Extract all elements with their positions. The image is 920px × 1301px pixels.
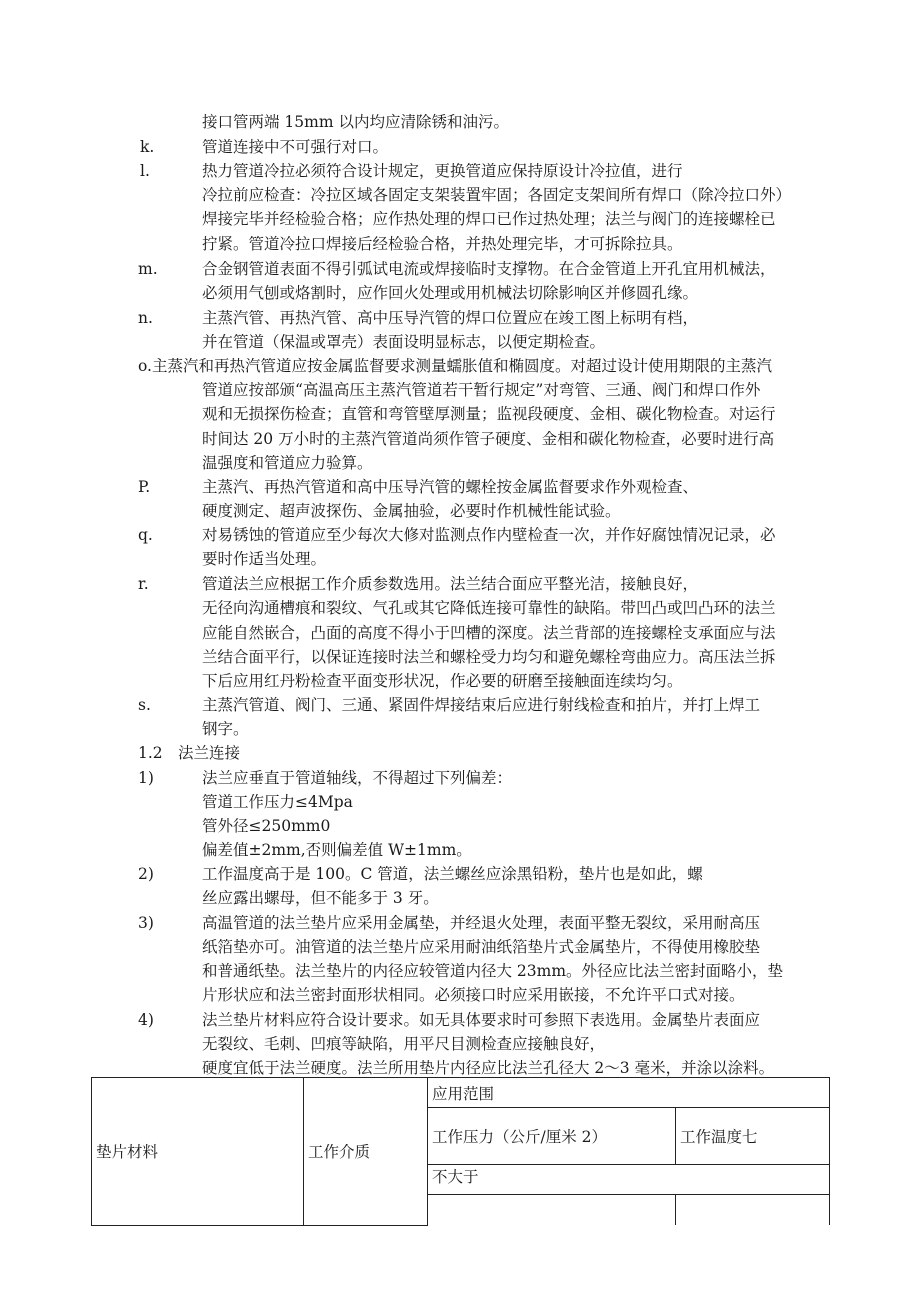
item-marker-1: 1)	[138, 769, 154, 787]
text-line: 下后应用红丹粉检查平面变形状况，作必要的研磨至接触面连续均匀。	[202, 672, 683, 690]
header-working-medium: 工作介质	[304, 1078, 428, 1226]
item-marker-4: 4)	[138, 1011, 154, 1029]
cell-not-greater-than: 不大于	[428, 1165, 830, 1195]
text-line: 主蒸汽管道、阀门、三通、紧固件焊接结束后应进行射线检查和拍片，并打上焊工	[202, 696, 761, 714]
text-line: 法兰应垂直于管道轴线，不得超过下列偏差：	[202, 769, 513, 787]
text-line: 温强度和管道应力验算。	[202, 454, 373, 472]
item-marker-n: n.	[138, 309, 153, 327]
item-marker-m: m.	[138, 260, 158, 278]
text-line: 管道应按部颁“高温高压主蒸汽管道若干暂行规定”对弯管、三通、阀门和焊口作外	[202, 381, 761, 399]
text-line: 对易锈蚀的管道应至少每次大修对监测点作内壁检查一次，并作好腐蚀情况记录，必	[202, 526, 776, 544]
gasket-table	[91, 1077, 830, 1226]
text-line: 无径向沟通槽痕和裂纹、气孔或其它降低连接可靠性的缺陷。带凹凸或凹凸环的法兰	[202, 599, 776, 617]
header-application-range: 应用范围	[428, 1078, 830, 1108]
text-line: 兰结合面平行，以保证连接时法兰和螺栓受力均匀和避免螺栓弯曲应力。高压法兰拆	[202, 648, 776, 666]
text-line: 并在管道（保温或罩壳）表面设明显标志，以便定期检查。	[202, 333, 606, 351]
item-marker-2: 2)	[138, 865, 154, 883]
item-marker-p: P.	[138, 478, 151, 496]
text-line: 观和无损探伤检查；直管和弯管壁厚测量；监视段硬度、金相、碳化物检查。对运行	[202, 405, 776, 423]
item-marker-r: r.	[138, 575, 149, 593]
header-working-temperature: 工作温度七	[676, 1108, 830, 1165]
text-line: 工作温度高于是 100。C 管道，法兰螺丝应涂黑铅粉，垫片也是如此，螺	[202, 865, 703, 883]
text-line: 合金钢管道表面不得引弧试电流或焊接临时支撑物。在合金管道上开孔宜用机械法，	[202, 260, 776, 278]
text-line: 和普通纸垫。法兰垫片的内径应较管道内径大 23mm。外径应比法兰密封面略小，垫	[202, 962, 784, 980]
text-line: 冷拉前应检查：冷拉区域各固定支架装置牢固；各固定支架间所有焊口（除冷拉口外）	[202, 186, 792, 204]
text-line: 片形状应和法兰密封面形状相同。必须接口时应采用嵌接，不允许平口式对接。	[202, 986, 745, 1004]
text-line: 管道工作压力≤4Mpa	[202, 793, 353, 811]
section-title: 法兰连接	[178, 744, 241, 762]
text-line: 硬度测定、超声波探伤、金属抽验，必要时作机械性能试验。	[202, 502, 621, 520]
text-line: 主蒸汽管、再热汽管、高中压导汽管的焊口位置应在竣工图上标明有档，	[202, 309, 699, 327]
header-gasket-material: 垫片材料	[92, 1078, 304, 1226]
text-line: 焊接完毕并经检验合格；应作热处理的焊口已作过热处理；法兰与阀门的连接螺栓已	[202, 210, 776, 228]
item-marker-3: 3)	[138, 914, 154, 932]
text-line: 应能自然嵌合，凸面的高度不得小于凹槽的深度。法兰背部的连接螺栓支承面应与法	[202, 624, 776, 642]
text-line: 高温管道的法兰垫片应采用金属垫，并经退火处理，表面平整无裂纹，采用耐高压	[202, 914, 761, 932]
text-line: 钢字。	[202, 720, 249, 738]
text-line: 接口管两端 15mm 以内均应清除锈和油污。	[202, 113, 509, 131]
item-marker-l: l.	[140, 162, 150, 180]
item-marker-q: q.	[138, 526, 153, 544]
text-line: 热力管道冷拉必须符合设计规定，更换管道应保持原设计冷拉值，进行	[202, 162, 683, 180]
text-line: 管外径≤250mm0	[202, 817, 331, 835]
text-line: 法兰垫片材料应符合设计要求。如无具体要求时可参照下表选用。金属垫片表面应	[202, 1011, 761, 1029]
section-number: 1.2	[138, 744, 163, 762]
text-line: 管道连接中不可强行对口。	[202, 138, 389, 156]
table-cell	[428, 1195, 676, 1226]
item-marker-k: k.	[140, 138, 155, 156]
text-line: 丝应露出螺母，但不能多于 3 牙。	[202, 889, 439, 907]
text-line: 主蒸汽、再热汽管道和高中压导汽管的螺栓按金属监督要求作外观检查、	[202, 478, 699, 496]
text-line: 时间达 20 万小时的主蒸汽管道尚须作管子硬度、金相和碳化物检查，必要时进行高	[202, 430, 775, 448]
text-line: 必须用气刨或烙割时，应作回火处理或用机械法切除影响区并修圆孔缘。	[202, 284, 699, 302]
text-line: 拧紧。管道冷拉口焊接后经检验合格，并热处理完毕，才可拆除拉具。	[202, 235, 683, 253]
text-line: o.主蒸汽和再热汽管道应按金属监督要求测量蠕胀值和椭圆度。对超过设计使用期限的主蒸汽	[138, 357, 772, 375]
item-marker-s: s.	[138, 696, 151, 714]
text-line: 无裂纹、毛刺、凹痕等缺陷，用平尺目测检查应接触良好，	[202, 1035, 606, 1053]
text-line: 偏差值±2mm,否则偏差值 W±1mm。	[202, 841, 472, 859]
text-line: 要时作适当处理。	[202, 550, 327, 568]
text-line: 纸箔垫亦可。油管道的法兰垫片应采用耐油纸箔垫片式金属垫片，不得使用橡胶垫	[202, 938, 761, 956]
table-cell	[676, 1195, 830, 1226]
text-line: 管道法兰应根据工作介质参数选用。法兰结合面应平整光洁，接触良好，	[202, 575, 699, 593]
text-line: 硬度宜低于法兰硬度。法兰所用垫片内径应比法兰孔径大 2～3 毫米，并涂以涂料。	[202, 1059, 775, 1077]
header-working-pressure: 工作压力（公斤/厘米 2）	[428, 1108, 676, 1165]
